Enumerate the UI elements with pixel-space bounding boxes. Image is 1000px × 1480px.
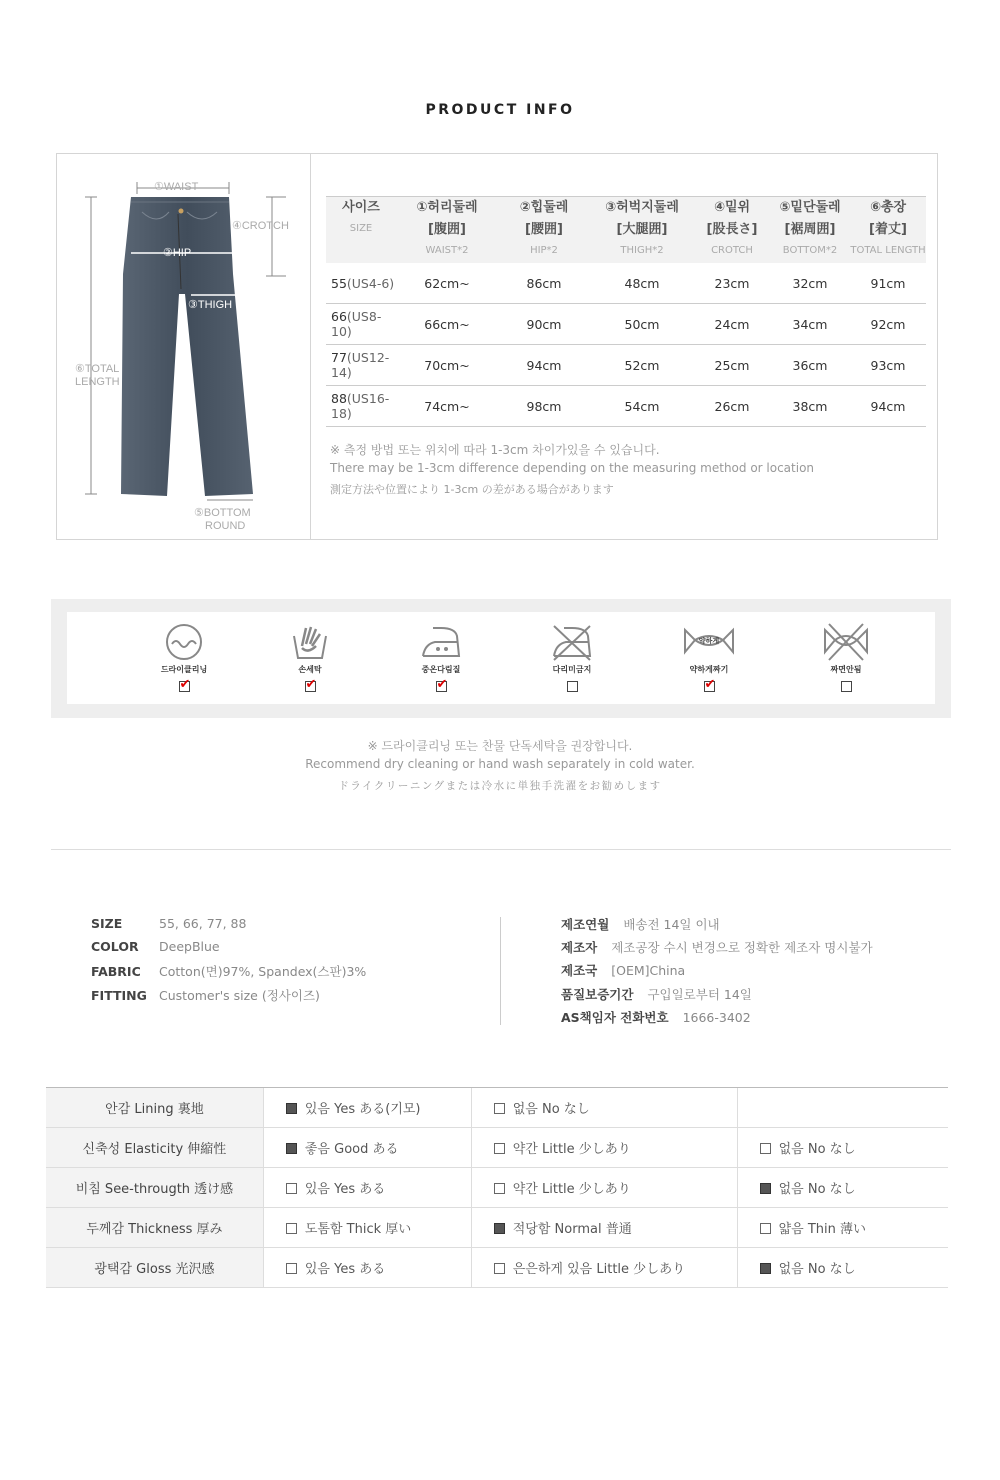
size-cell: 77 xyxy=(331,350,347,365)
table-cell: 25cm xyxy=(694,345,770,386)
care-no-wring xyxy=(806,622,886,692)
hand-wash-icon xyxy=(290,622,330,662)
care-label: 중온다림질 xyxy=(421,665,461,674)
table-cell: 92cm xyxy=(850,304,926,345)
no-iron-icon xyxy=(550,622,594,662)
spec-row: 품질보증기간 구입일로부터 14일 xyxy=(561,987,752,1002)
measurement-diagram xyxy=(57,154,311,539)
checkbox-icon xyxy=(286,1263,297,1274)
table-cell: 62cm~ xyxy=(396,263,498,304)
feature-option: 약간 Little 少しあり xyxy=(471,1168,737,1208)
svg-text:약하게: 약하게 xyxy=(698,637,720,645)
table-cell: 90cm xyxy=(498,304,590,345)
checkbox-icon xyxy=(760,1143,771,1154)
spec-row: 제조연월 배송전 14일 이내 xyxy=(561,917,720,932)
wring-gently-icon xyxy=(681,622,737,662)
feature-label: 광택감 Gloss 光沢感 xyxy=(46,1248,263,1288)
bottom-round-label-1: ⑤BOTTOM xyxy=(194,507,251,519)
table-cell: 32cm xyxy=(770,263,850,304)
spec-row: FITTING Customer's size (정사이즈) xyxy=(91,988,320,1003)
spec-row: SIZE 55, 66, 77, 88 xyxy=(91,916,247,931)
table-row: 77(US12-14) 70cm~ 94cm 52cm 25cm 36cm 93cm xyxy=(326,345,926,386)
crotch-label: ④CROTCH xyxy=(232,220,289,232)
care-hand-wash xyxy=(270,622,350,692)
table-cell: 94cm xyxy=(850,386,926,427)
bottom-round-label-2: ROUND xyxy=(205,520,246,532)
care-label: 다리미금지 xyxy=(552,665,592,674)
section-divider xyxy=(51,849,951,850)
table-cell: 52cm xyxy=(590,345,694,386)
measurement-note-ko: ※ 측정 방법 또는 위치에 따라 1-3cm 차이가있을 수 있습니다. xyxy=(330,443,660,457)
table-cell: 66cm~ xyxy=(396,304,498,345)
iron-medium-icon xyxy=(419,622,463,662)
table-cell: 74cm~ xyxy=(396,386,498,427)
care-label: 드라이클리닝 xyxy=(160,665,208,674)
feature-row-lining xyxy=(46,1088,948,1128)
header-total: ⑥총장 [着丈] TOTAL LENGTH xyxy=(850,197,926,264)
checkbox-icon xyxy=(760,1223,771,1234)
header-size: 사이즈 SIZE xyxy=(326,197,396,264)
checkbox-icon xyxy=(494,1183,505,1194)
feature-option: 있음 Yes ある(기모) xyxy=(263,1088,471,1128)
checkbox-checked-icon xyxy=(286,1103,297,1114)
check-mark-icon: ✔ xyxy=(305,677,317,692)
size-info-box xyxy=(56,153,938,540)
care-iron-medium xyxy=(401,622,481,692)
check-mark-icon: ✔ xyxy=(179,677,191,692)
care-note-en: Recommend dry cleaning or hand wash separately in cold water. xyxy=(305,757,695,771)
table-cell: 93cm xyxy=(850,345,926,386)
care-checkbox xyxy=(841,681,852,692)
table-cell: 50cm xyxy=(590,304,694,345)
table-cell: 34cm xyxy=(770,304,850,345)
care-label: 약하게짜기 xyxy=(689,665,729,674)
checkbox-icon xyxy=(286,1183,297,1194)
total-length-label-1: ⑥TOTAL xyxy=(75,363,120,375)
table-cell: 23cm xyxy=(694,263,770,304)
table-cell: 24cm xyxy=(694,304,770,345)
table-cell: 48cm xyxy=(590,263,694,304)
feature-option: 있음 Yes ある xyxy=(263,1248,471,1288)
feature-option: 없음 No なし xyxy=(737,1248,948,1288)
header-bottom: ⑤밑단둘레 [裾周囲] BOTTOM*2 xyxy=(770,197,850,264)
care-checkbox xyxy=(567,681,578,692)
care-instructions-panel xyxy=(51,599,951,718)
waist-label: ①WAIST xyxy=(154,181,199,193)
header-thigh: ③허벅지둘레 [大腿囲] THIGH*2 xyxy=(590,197,694,264)
check-mark-icon: ✔ xyxy=(436,677,448,692)
feature-option: 없음 No なし xyxy=(471,1088,737,1128)
table-cell: 38cm xyxy=(770,386,850,427)
spec-row: 제조국 [OEM]China xyxy=(561,963,686,978)
care-note-ko: ※ 드라이클리닝 또는 찬물 단독세탁을 권장합니다. xyxy=(367,739,633,753)
care-dry-clean xyxy=(144,622,224,692)
thigh-label: ③THIGH xyxy=(188,299,233,311)
total-length-label-2: LENGTH xyxy=(75,376,120,388)
feature-option: 없음 No なし xyxy=(737,1168,948,1208)
care-checkbox xyxy=(704,677,716,692)
size-cell: 88 xyxy=(331,391,347,406)
care-note-jp: ドライクリーニングまたは冷水に単独手洗濯をお勧めします xyxy=(338,780,662,792)
checkbox-icon xyxy=(494,1263,505,1274)
jeans-illustration xyxy=(57,154,310,539)
feature-label: 두께감 Thickness 厚み xyxy=(46,1208,263,1248)
measurement-note-en: There may be 1-3cm difference depending on the measuring method or location xyxy=(330,461,815,475)
checkbox-checked-icon xyxy=(760,1263,771,1274)
care-checkbox xyxy=(305,677,317,692)
table-cell: 36cm xyxy=(770,345,850,386)
table-row: 55(US4-6) 62cm~ 86cm 48cm 23cm 32cm 91cm xyxy=(326,263,926,304)
feature-row-see-through xyxy=(46,1168,948,1208)
feature-label: 신축성 Elasticity 伸縮性 xyxy=(46,1128,263,1168)
feature-option-empty xyxy=(737,1088,948,1128)
feature-option: 없음 No なし xyxy=(737,1128,948,1168)
feature-label: 비침 See-througth 透け感 xyxy=(46,1168,263,1208)
feature-option: 얇음 Thin 薄い xyxy=(737,1208,948,1248)
table-cell: 94cm xyxy=(498,345,590,386)
checkbox-icon xyxy=(286,1223,297,1234)
no-wring-icon xyxy=(821,622,871,662)
care-label: 손세탁 xyxy=(298,665,322,674)
spec-row: FABRIC Cotton(면)97%, Spandex(스판)3% xyxy=(91,964,367,979)
feature-row-thickness xyxy=(46,1208,948,1248)
feature-option: 은은하게 있음 Little 少しあり xyxy=(471,1248,737,1288)
header-hip: ②힙둘레 [腰囲] HIP*2 xyxy=(498,197,590,264)
table-cell: 54cm xyxy=(590,386,694,427)
table-cell: 26cm xyxy=(694,386,770,427)
table-cell: 70cm~ xyxy=(396,345,498,386)
size-cell: 55 xyxy=(331,275,347,291)
feature-option: 약간 Little 少しあり xyxy=(471,1128,737,1168)
spec-row: 제조자 제조공장 수시 변경으로 정확한 제조자 명시불가 xyxy=(561,940,873,955)
spec-divider xyxy=(500,917,501,1025)
care-checkbox xyxy=(179,677,191,692)
fabric-features-table xyxy=(46,1087,948,1288)
feature-label: 안감 Lining 裏地 xyxy=(46,1088,263,1128)
header-waist: ①허리둘레 [腹囲] WAIST*2 xyxy=(396,197,498,264)
checkbox-checked-icon xyxy=(760,1183,771,1194)
size-table xyxy=(326,196,926,427)
size-cell: 66 xyxy=(331,309,347,324)
table-row: 66(US8-10) 66cm~ 90cm 50cm 24cm 34cm 92cm xyxy=(326,304,926,345)
hip-label: ②HIP xyxy=(163,247,192,259)
feature-option: 좋음 Good ある xyxy=(263,1128,471,1168)
table-cell: 91cm xyxy=(850,263,926,304)
feature-option: 있음 Yes ある xyxy=(263,1168,471,1208)
spec-row: AS책임자 전화번호 1666-3402 xyxy=(561,1010,751,1025)
feature-option: 도톰함 Thick 厚い xyxy=(263,1208,471,1248)
care-checkbox xyxy=(436,677,448,692)
checkbox-checked-icon xyxy=(286,1143,297,1154)
measurement-note-jp: 測定方法や位置により 1-3cm の差がある場合があります xyxy=(330,483,614,496)
feature-row-elasticity xyxy=(46,1128,948,1168)
table-row: 88(US16-18) 74cm~ 98cm 54cm 26cm 38cm 94cm xyxy=(326,386,926,427)
checkbox-icon xyxy=(494,1103,505,1114)
care-label: 짜면안됨 xyxy=(830,665,862,674)
table-cell: 98cm xyxy=(498,386,590,427)
checkbox-checked-icon xyxy=(494,1223,505,1234)
care-wring-gently xyxy=(669,622,749,692)
feature-row-gloss xyxy=(46,1248,948,1288)
care-no-iron xyxy=(532,622,612,692)
header-crotch: ④밑위 [股長さ] CROTCH xyxy=(694,197,770,264)
table-cell: 86cm xyxy=(498,263,590,304)
check-mark-icon: ✔ xyxy=(704,677,716,692)
size-table-header xyxy=(326,197,926,264)
care-icons-row xyxy=(67,612,935,704)
spec-row: COLOR DeepBlue xyxy=(91,939,220,954)
dry-clean-icon xyxy=(164,622,204,662)
checkbox-icon xyxy=(494,1143,505,1154)
feature-option: 적당함 Normal 普通 xyxy=(471,1208,737,1248)
page-title: PRODUCT INFO xyxy=(425,102,575,118)
